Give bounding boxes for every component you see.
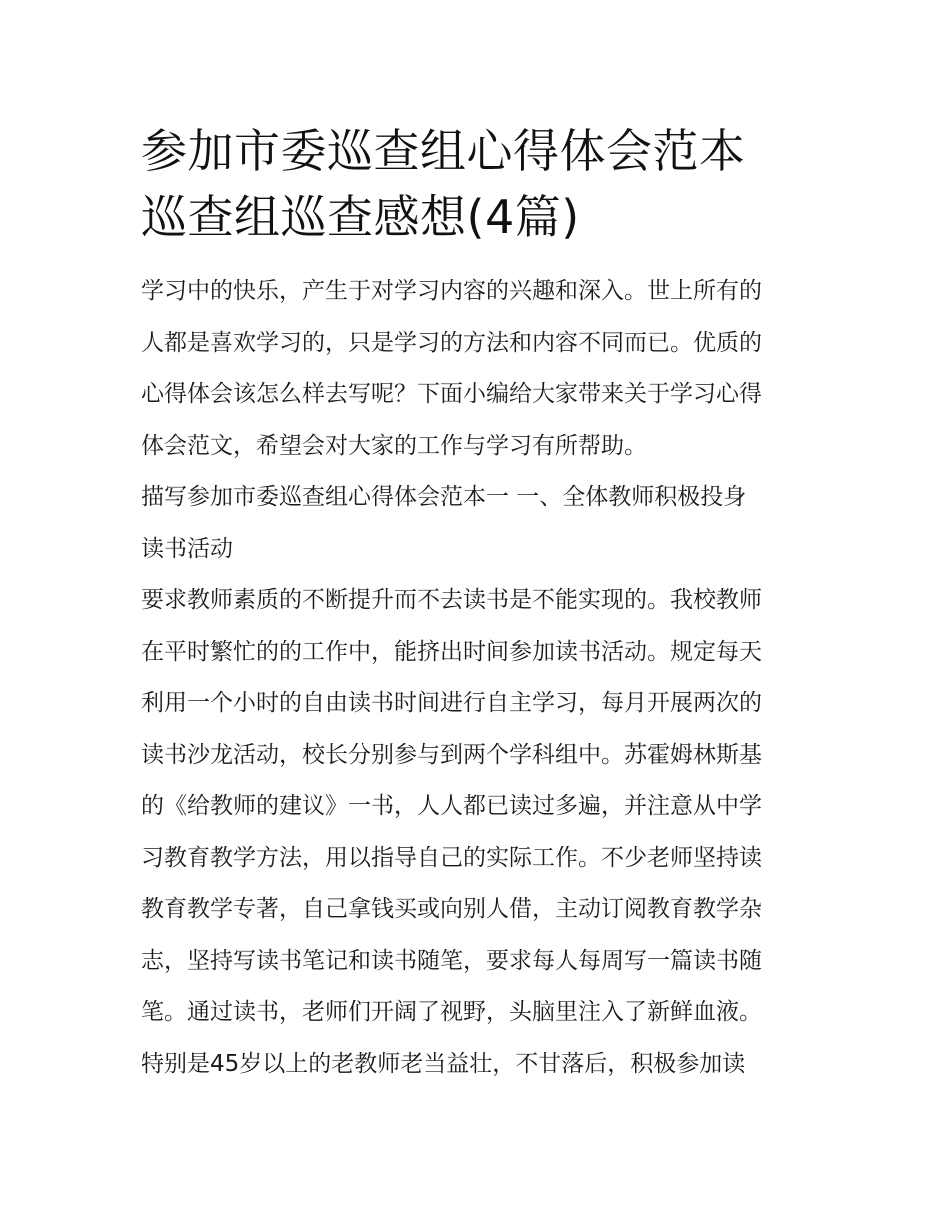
body-line: 教育教学专著，自己拿钱买或向别人借，主动订阅教育教学杂 xyxy=(141,896,762,922)
body-line: 利用一个小时的自由读书时间进行自主学习，每月开展两次的 xyxy=(141,690,762,716)
body-line: 的《给教师的建议》一书，人人都已读过多遍，并注意从中学 xyxy=(141,793,762,819)
section-heading-line: 读书活动 xyxy=(141,535,233,562)
body-line: 人都是喜欢学习的，只是学习的方法和内容不同而已。优质的 xyxy=(141,329,762,356)
body-line: 特别是45岁以上的老教师老当益壮，不甘落后，积极参加读 xyxy=(141,1050,746,1077)
body-line: 读书沙龙活动，校长分别参与到两个学科组中。苏霍姆林斯基 xyxy=(141,741,762,768)
body-line: 志，坚持写读书笔记和读书随笔，要求每人每周写一篇读书随 xyxy=(141,947,762,974)
document-body xyxy=(141,266,813,1090)
title-line-1: 参加市委巡查组心得体会范本 xyxy=(141,124,746,178)
body-line: 体会范文，希望会对大家的工作与学习有所帮助。 xyxy=(141,432,647,459)
body-line: 在平时繁忙的的工作中，能挤出时间参加读书活动。规定每天 xyxy=(141,638,762,665)
body-line: 要求教师素质的不断提升而不去读书是不能实现的。我校教师 xyxy=(141,587,762,613)
body-line: 习教育教学方法，用以指导自己的实际工作。不少老师坚持读 xyxy=(141,844,762,871)
section-heading-line: 描写参加市委巡查组心得体会范本一 一、全体教师积极投身 xyxy=(141,484,747,510)
document-title xyxy=(141,118,813,250)
document-content xyxy=(141,118,813,1090)
body-line: 学习中的快乐，产生于对学习内容的兴趣和深入。世上所有的 xyxy=(141,278,762,304)
body-line: 心得体会该怎么样去写呢？下面小编给大家带来关于学习心得 xyxy=(141,381,762,407)
title-line-2: 巡查组巡查感想(4篇) xyxy=(141,190,580,244)
body-line: 笔。通过读书，老师们开阔了视野，头脑里注入了新鲜血液。 xyxy=(141,999,762,1025)
